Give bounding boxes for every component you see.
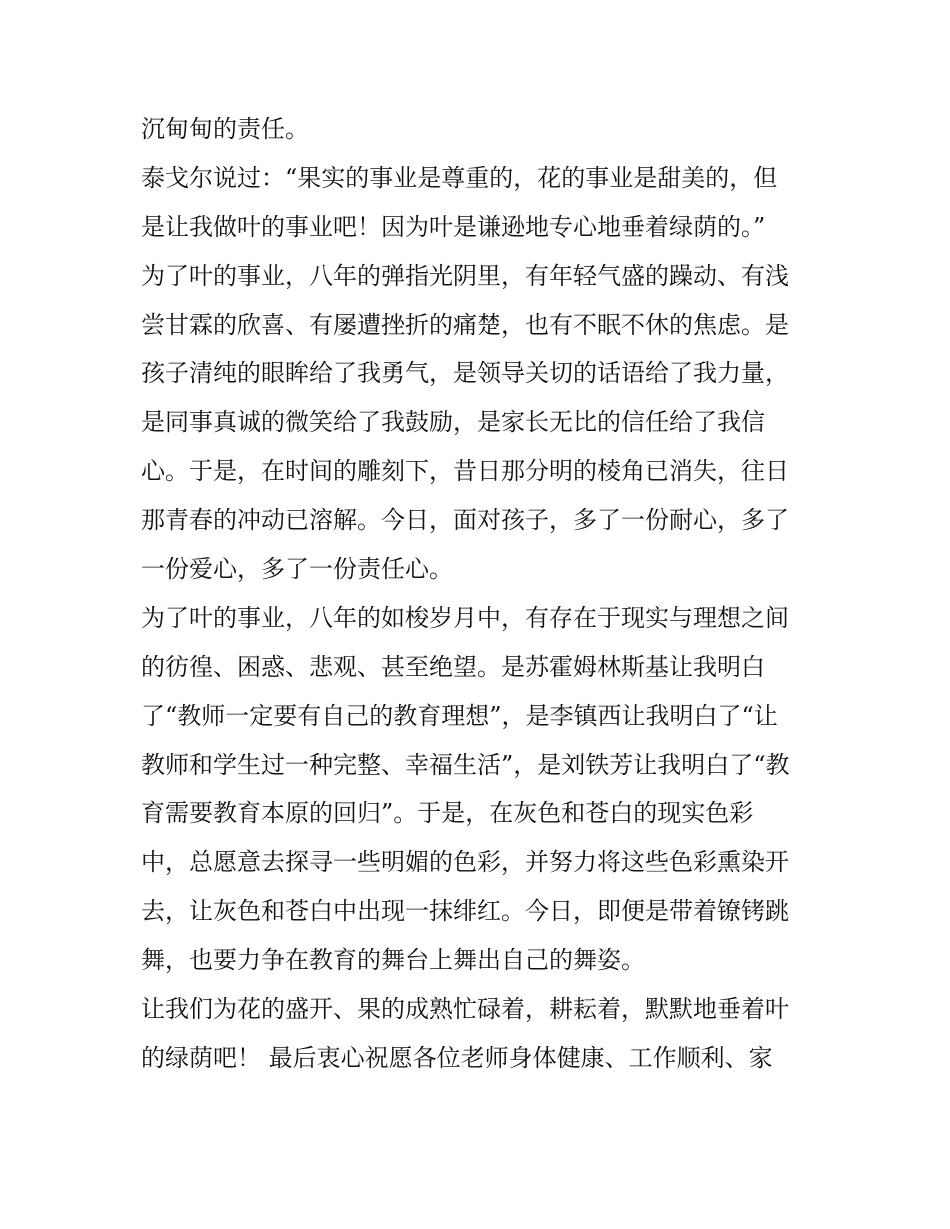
text-line: 的彷徨、困惑、悲观、甚至绝望。是苏霍姆林斯基让我明白: [141, 652, 765, 681]
text-line: 尝甘霖的欣喜、有屡遭挫折的痛楚，也有不眠不休的焦虑。是: [141, 310, 789, 339]
text-line: 为了叶的事业，八年的弹指光阴里，有年轻气盛的躁动、有浅: [141, 261, 789, 290]
text-line: 让我们为花的盛开、果的成熟忙碌着，耕耘着，默默地垂着叶: [141, 995, 789, 1024]
text-line: 了“教师一定要有自己的教育理想”，是李镇西让我明白了“让: [141, 701, 778, 730]
text-line: 舞，也要力争在教育的舞台上舞出自己的舞姿。: [141, 946, 645, 975]
text-line: 育需要教育本原的回归”。于是，在灰色和苍白的现实色彩: [141, 799, 754, 828]
document-body: [141, 105, 821, 1083]
text-line: 沉甸甸的责任。: [141, 115, 309, 143]
text-line: 泰戈尔说过：“果实的事业是尊重的，花的事业是甜美的，但: [141, 163, 778, 192]
text-line: 是让我做叶的事业吧！因为叶是谦逊地专心地垂着绿荫的。”: [141, 212, 766, 241]
text-line: 为了叶的事业，八年的如梭岁月中，有存在于现实与理想之间: [141, 603, 789, 632]
text-line: 心。于是，在时间的雕刻下，昔日那分明的棱角已消失，往日: [141, 457, 789, 486]
text-line: 去，让灰色和苍白中出现一抹绯红。今日，即便是带着镣铐跳: [141, 897, 789, 926]
text-line: 那青春的冲动已溶解。今日，面对孩子，多了一份耐心，多了: [141, 506, 789, 535]
text-line: 孩子清纯的眼眸给了我勇气，是领导关切的话语给了我力量，: [141, 359, 789, 388]
text-line: 中，总愿意去探寻一些明媚的色彩，并努力将这些色彩熏染开: [141, 848, 789, 877]
text-line: 的绿荫吧！ 最后衷心祝愿各位老师身体健康、工作顺利、家: [141, 1043, 773, 1072]
text-line: 是同事真诚的微笑给了我鼓励，是家长无比的信任给了我信: [141, 408, 765, 437]
text-line: 教师和学生过一种完整、幸福生活”，是刘铁芳让我明白了“教: [141, 750, 790, 779]
text-line: 一份爱心，多了一份责任心。: [141, 555, 453, 584]
